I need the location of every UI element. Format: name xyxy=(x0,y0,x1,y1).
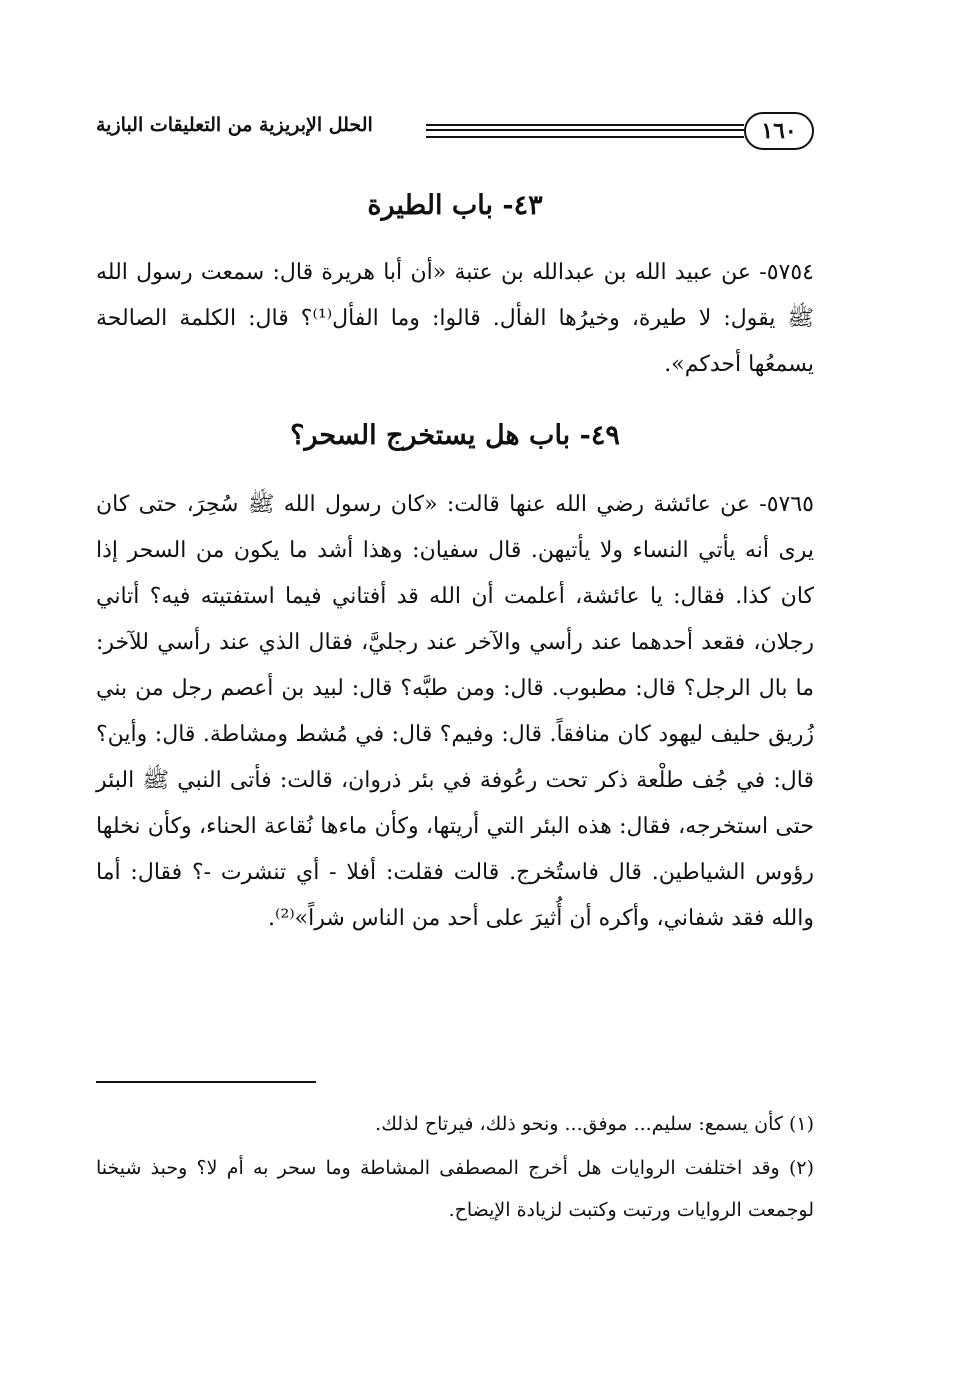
hadith-5765: ٥٧٦٥- عن عائشة رضي الله عنها قالت: «كان رسول الله ﷺ سُحِرَ، حتى كان يرى أنه يأتي النساء ولا يأتيهن. قال سفيان: وهذا أشد ما يكون من السحر إذا كان كذا. فقال: يا عائشة، أعلمت أن الله قد أفتاني فيما استفتيته فيه؟ أتاني رجلان، فقعد أحدهما عند رأسي والآخر عند رجليَّ، فقال الذي عند رأسي للآخر: ما بال الرجل؟ قال: مطبوب. قال: ومن طبَّه؟ قال: لبيد بن أعصم رجل من بني زُريق حليف ليهود كان منافقاً. قال: وفيم؟ قال: في مُشط ومشاطة. قال: وأين؟ قال: في جُف طلْعة ذكر تحت رعُوفة في بئر ذروان، قالت: فأتى النبي ﷺ البئر حتى استخرجه، فقال: هذه البئر التي أريتها، وكأن ماءها نُقاعة الحناء، وكأن نخلها رؤوس الشياطين. قال فاستُخرج. قالت فقلت: أفلا - أي تنشرت -؟ فقال: أما والله فقد شفاني، وأكره أن أُثيرَ على أحد من الناس شراً»⁽²⁾. xyxy=(96,492,814,931)
footnote-2: (٢) وقد اختلفت الروايات هل أخرج المصطفى المشاطة وما سحر به أم لا؟ وحبذ شيخنا لوجمعت الروايات ورتبت وكتبت لزيادة الإيضاح. xyxy=(96,1157,814,1221)
running-title: الحلل الإبريزية من التعليقات البازية xyxy=(96,114,373,136)
header-rule xyxy=(426,124,744,138)
chapter-heading-43: ٤٣- باب الطيرة xyxy=(367,190,543,221)
chapter-heading-49: ٤٩- باب هل يستخرج السحر؟ xyxy=(290,420,620,451)
footnote-1: (١) كأن يسمع: سليم... موفق... ونحو ذلك، فيرتاح لذلك. xyxy=(375,1113,814,1135)
footnote-separator xyxy=(96,1081,316,1083)
page-header xyxy=(96,112,814,152)
page-number: ١٦٠ xyxy=(744,112,814,150)
hadith-5754: ٥٧٥٤- عن عبيد الله بن عبدالله بن عتبة «أن أبا هريرة قال: سمعت رسول الله ﷺ يقول: لا طيرة، وخيرُها الفأل. قالوا: وما الفأل⁽¹⁾؟ قال: الكلمة الصالحة يسمعُها أحدكم». xyxy=(96,260,815,377)
